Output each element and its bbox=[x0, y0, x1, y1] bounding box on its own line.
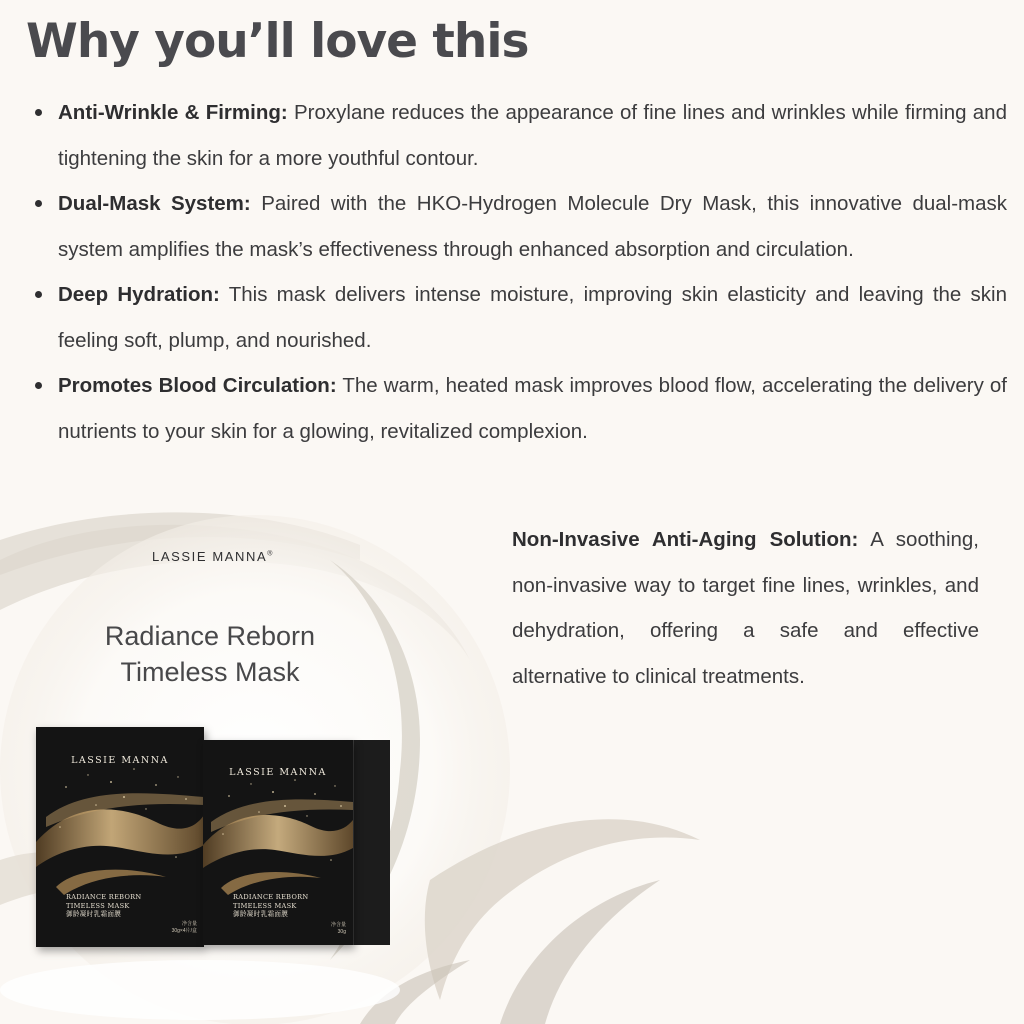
package-label-line3: 御龄凝时乳霜面膜 bbox=[233, 910, 289, 918]
benefit-term: Deep Hydration: bbox=[58, 283, 220, 306]
brand-logo bbox=[152, 549, 272, 564]
sachet-stack-edge bbox=[353, 740, 366, 945]
package-weight-line2: 30g×4片/盒 bbox=[171, 928, 197, 934]
benefit-text: The warm, heated mask improves blood flow, accelerating the delivery of nutrients to your skin for a glowing, revitalized complexion. bbox=[58, 374, 1007, 443]
package-label-line2: TIMELESS MASK bbox=[233, 901, 297, 910]
product-name-line2: Timeless Mask bbox=[120, 657, 300, 687]
package-weight bbox=[331, 922, 346, 936]
package-brand: LASSIE MANNA bbox=[229, 767, 327, 778]
registered-mark: ® bbox=[267, 550, 273, 558]
product-name bbox=[60, 618, 360, 690]
package-label-line1: RADIANCE REBORN bbox=[233, 893, 309, 901]
benefit-item bbox=[32, 181, 1007, 272]
benefit-text: This mask delivers intense moisture, improving skin elasticity and leaving the skin feeling soft, plump, and nourished. bbox=[58, 283, 1007, 352]
package-label-line3: 御龄凝时乳霜面膜 bbox=[66, 910, 122, 918]
package-label bbox=[233, 893, 309, 919]
package-weight-line1: 净含量 bbox=[330, 922, 346, 928]
package-label-line1: RADIANCE REBORN bbox=[66, 893, 142, 901]
benefit-item bbox=[32, 272, 1007, 363]
benefit-item bbox=[32, 363, 1007, 454]
product-name-line1: Radiance Reborn bbox=[104, 621, 316, 651]
package-weight-line1: 净含量 bbox=[181, 921, 197, 927]
page-title: Why you’ll love this bbox=[26, 14, 529, 69]
benefit-term: Anti-Wrinkle & Firming: bbox=[58, 101, 288, 124]
package-brand: LASSIE MANNA bbox=[71, 755, 169, 766]
benefit-text: Paired with the HKO-Hydrogen Molecule Dry Mask, this innovative dual-mask system amplifies the mask’s effectiveness through enhanced absorption and circulation. bbox=[58, 192, 1008, 261]
package-weight bbox=[172, 921, 197, 935]
brand-name: LASSIE MANNA bbox=[152, 549, 268, 564]
side-feature bbox=[512, 517, 979, 699]
benefit-item bbox=[32, 90, 1007, 181]
product-sachet-image bbox=[203, 740, 353, 945]
product-box-image bbox=[36, 727, 204, 947]
side-feature-text: A soothing, non-invasive way to target fine lines, wrinkles, and dehydration, offering a safe and effective alternative to clinical treatments. bbox=[512, 528, 979, 688]
benefit-term: Promotes Blood Circulation: bbox=[58, 374, 337, 397]
benefit-term: Dual-Mask System: bbox=[58, 192, 251, 215]
side-feature-term: Non-Invasive Anti-Aging Solution: bbox=[512, 528, 859, 551]
package-label-line2: TIMELESS MASK bbox=[66, 901, 130, 910]
package-label bbox=[66, 893, 142, 919]
benefit-list bbox=[32, 90, 1007, 454]
benefit-text: Proxylane reduces the appearance of fine lines and wrinkles while firming and tightening the skin for a more youthful contour. bbox=[58, 101, 1007, 170]
package-weight-line2: 30g bbox=[337, 929, 346, 935]
